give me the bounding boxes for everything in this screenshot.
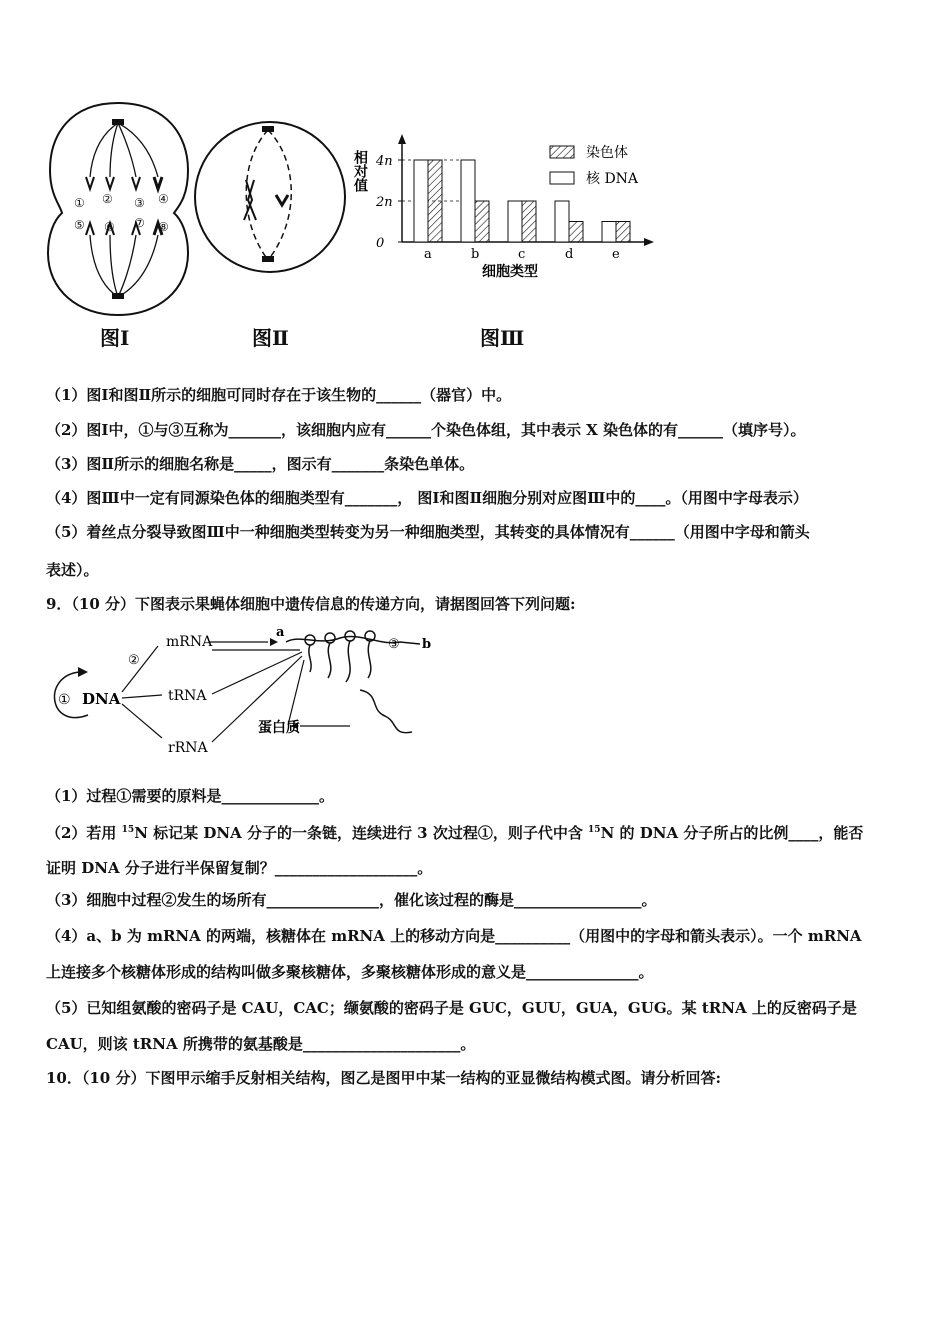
bar-chromosome-a bbox=[428, 160, 442, 242]
figure-3-bar-chart bbox=[350, 130, 670, 290]
chart-xtick-e: e bbox=[612, 247, 620, 262]
legend-swatch-dna bbox=[550, 172, 574, 184]
q8-line-4: （4）图Ⅲ中一定有同源染色体的细胞类型有_______， 图Ⅰ和图Ⅱ细胞分别对应图Ⅲ中的____。（用图中字母表示） bbox=[46, 489, 808, 507]
diagram-mrna: mRNA bbox=[166, 634, 213, 650]
diagram-protein: 蛋白质 bbox=[258, 720, 300, 736]
legend-swatch-chromosome bbox=[550, 146, 574, 158]
chart-xtick-d: d bbox=[565, 247, 574, 262]
diagram-n3: ③ bbox=[388, 637, 400, 652]
fig1-num-1: ① bbox=[74, 196, 85, 210]
fig1-num-2: ② bbox=[102, 192, 113, 206]
q8-line-3: （3）图Ⅱ所示的细胞名称是_____，图示有_______条染色单体。 bbox=[46, 455, 475, 473]
diagram-b: b bbox=[422, 637, 432, 652]
figure-2-cell-diagram bbox=[190, 110, 350, 285]
q9-l2-a: （2）若用 bbox=[46, 824, 122, 842]
chart-ytick-label: 2n bbox=[376, 195, 393, 210]
figure-1-label: 图Ⅰ bbox=[100, 326, 130, 350]
q9-line-4: （3）细胞中过程②发生的场所有_______________，催化该过程的酶是_________________。 bbox=[46, 891, 657, 909]
q9-line-5: （4）a、b 为 mRNA 的两端，核糖体在 mRNA 上的移动方向是__________（用图中的字母和箭头表示）。一个 mRNA bbox=[46, 927, 862, 945]
fig1-num-6: ⑥ bbox=[104, 220, 115, 234]
legend-dna: 核 DNA bbox=[586, 171, 639, 187]
bar-dna-b bbox=[461, 160, 475, 242]
fig1-num-8: ⑧ bbox=[158, 220, 169, 234]
fig1-num-4: ④ bbox=[158, 192, 169, 206]
diagram-trna: tRNA bbox=[168, 688, 207, 704]
q9-line-1: （1）过程①需要的原料是_____________。 bbox=[46, 787, 334, 805]
diagram-a: a bbox=[276, 625, 285, 640]
fig1-num-5: ⑤ bbox=[74, 218, 85, 232]
q9-line-6: 上连接多个核糖体形成的结构叫做多聚核糖体，多聚核糖体形成的意义是_______________。 bbox=[46, 963, 654, 981]
fig1-num-7: ⑦ bbox=[134, 216, 145, 230]
figure-1-cell-diagram bbox=[40, 95, 200, 325]
bar-dna-d bbox=[555, 201, 569, 242]
q9-line-7: （5）已知组氨酸的密码子是 CAU，CAC；缬氨酸的密码子是 GUC，GUU，GUA，GUG。某 tRNA 上的反密码子是 bbox=[46, 999, 857, 1017]
q9-l2-e: N 的 DNA 分子所占的比例____，能否 bbox=[600, 824, 864, 842]
chart-xtick-b: b bbox=[471, 247, 480, 262]
q9-line-3: 证明 DNA 分子进行半保留复制？___________________。 bbox=[46, 859, 433, 877]
figure-3-label: 图Ⅲ bbox=[480, 326, 525, 350]
diagram-rrna: rRNA bbox=[168, 740, 208, 756]
bar-dna-e bbox=[602, 222, 616, 243]
q9-line-8: CAU，则该 tRNA 所携带的氨基酸是_____________________。 bbox=[46, 1035, 476, 1053]
figure-2-label: 图Ⅱ bbox=[252, 326, 289, 350]
chart-xtick-c: c bbox=[518, 247, 526, 262]
q8-line-5: （5）着丝点分裂导致图Ⅲ中一种细胞类型转变为另一种细胞类型，其转变的具体情况有______（用图中字母和箭头 bbox=[46, 523, 810, 541]
q9-l2-sup2: 15 bbox=[588, 825, 601, 835]
legend-chromosome: 染色体 bbox=[586, 145, 628, 161]
diagram-n2: ② bbox=[128, 653, 140, 668]
chart-xtick-a: a bbox=[424, 247, 432, 262]
bar-chromosome-e bbox=[616, 222, 630, 243]
q8-line-6: 表述）。 bbox=[46, 561, 99, 579]
q8-line-2: （2）图Ⅰ中，①与③互称为_______，该细胞内应有______个染色体组，其中表示 X 染色体的有______（填序号）。 bbox=[46, 421, 806, 439]
bar-chromosome-b bbox=[475, 201, 489, 242]
diagram-dna: DNA bbox=[82, 690, 121, 708]
fig1-num-3: ③ bbox=[134, 196, 145, 210]
q10-title: 10．（10 分）下图甲示缩手反射相关结构，图乙是图甲中某一结构的亚显微结构模式图。请分析回答: bbox=[46, 1069, 722, 1087]
chart-ytick-label: 0 bbox=[376, 236, 385, 251]
bar-chromosome-c bbox=[522, 201, 536, 242]
chart-ytick-label: 4n bbox=[376, 154, 393, 169]
q9-l2-sup1: 15 bbox=[121, 825, 135, 835]
chart-ylabel: 相对值 bbox=[352, 150, 368, 192]
q8-line-1: （1）图Ⅰ和图Ⅱ所示的细胞可同时存在于该生物的______（器官）中。 bbox=[46, 386, 512, 404]
bar-dna-c bbox=[508, 201, 522, 242]
q9-l2-c: N 标记某 DNA 分子的一条链，连续进行 3 次过程①，则子代中含 bbox=[134, 824, 589, 842]
q9-title: 9．（10 分）下图表示果蝇体细胞中遗传信息的传递方向，请据图回答下列问题: bbox=[46, 595, 576, 613]
bar-dna-a bbox=[414, 160, 428, 242]
diagram-n1: ① bbox=[58, 692, 71, 708]
chart-xlabel: 细胞类型 bbox=[482, 264, 538, 280]
q9-line-2 bbox=[46, 820, 863, 843]
q9-info-flow-diagram bbox=[40, 620, 440, 760]
bar-chromosome-d bbox=[569, 222, 583, 243]
